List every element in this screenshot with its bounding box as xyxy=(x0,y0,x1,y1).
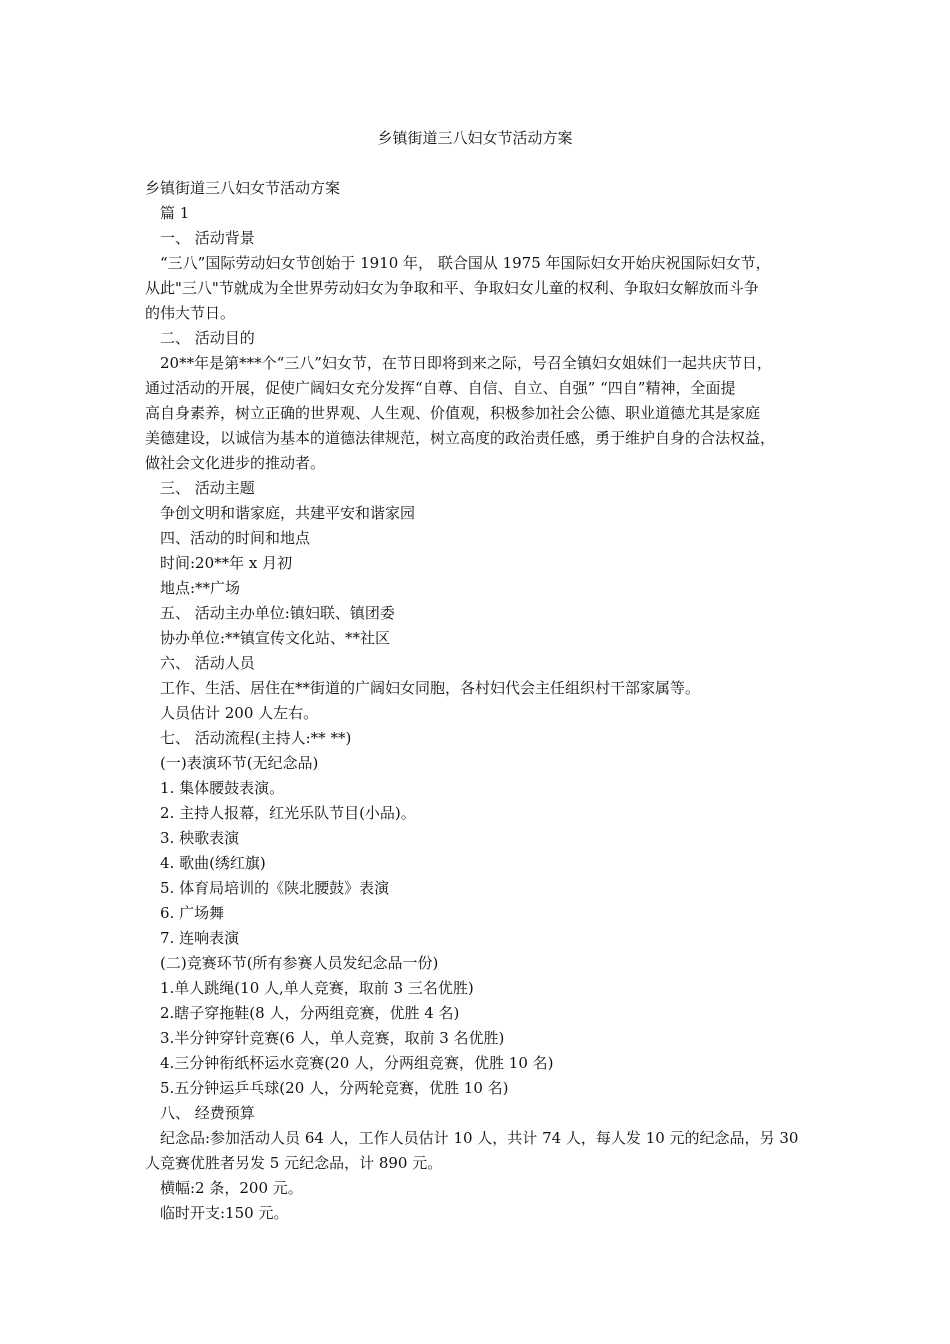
doc-line: 美德建设，以诚信为基本的道德法律规范，树立高度的政治责任感，勇于维护自身的合法权益， xyxy=(145,429,776,447)
doc-line: 时间:20**年 x 月初 xyxy=(160,554,293,572)
list-item: 3.半分钟穿针竞赛(6 人，单人竞赛，取前 3 名优胜) xyxy=(160,1029,505,1047)
doc-line: 地点:**广场 xyxy=(160,579,241,597)
section-heading: 七、 活动流程(主持人:** **) xyxy=(160,729,352,747)
list-item: 5.五分钟运乒乓球(20 人，分两轮竞赛，优胜 10 名) xyxy=(160,1079,509,1097)
document-body xyxy=(145,176,815,1226)
section-heading: 一、 活动背景 xyxy=(160,229,255,247)
list-item: 1.单人跳绳(10 人,单人竞赛，取前 3 三名优胜) xyxy=(160,979,474,997)
doc-line: 做社会文化进步的推动者。 xyxy=(145,454,326,472)
list-item: 1. 集体腰鼓表演。 xyxy=(160,779,285,797)
section-heading: 三、 活动主题 xyxy=(160,479,255,497)
list-item: 2. 主持人报幕，红光乐队节目(小品)。 xyxy=(160,804,416,822)
doc-line: 的伟大节日。 xyxy=(145,304,236,322)
doc-line: 20**年是第***个“三八”妇女节，在节日即将到来之际，号召全镇妇女姐妹们一起共庆节日， xyxy=(160,354,772,372)
doc-line: 协办单位:**镇宣传文化站、**社区 xyxy=(160,629,391,647)
doc-line: (二)竞赛环节(所有参赛人员发纪念品一份) xyxy=(160,954,439,972)
list-item: 7. 连响表演 xyxy=(160,929,240,947)
page-title: 乡镇街道三八妇女节活动方案 xyxy=(377,129,573,147)
doc-line: 篇 1 xyxy=(160,204,190,222)
doc-line: 人员估计 200 人左右。 xyxy=(160,704,319,722)
list-item: 5. 体育局培训的《陕北腰鼓》表演 xyxy=(160,879,390,897)
doc-line: 工作、生活、居住在**街道的广阔妇女同胞，各村妇代会主任组织村干部家属等。 xyxy=(160,679,701,697)
list-item: 3. 秧歌表演 xyxy=(160,829,240,847)
section-heading: 五、 活动主办单位:镇妇联、镇团委 xyxy=(160,604,395,622)
section-heading: 四、活动的时间和地点 xyxy=(160,529,311,547)
list-item: 4.三分钟衔纸杯运水竞赛(20 人，分两组竞赛，优胜 10 名) xyxy=(160,1054,554,1072)
section-heading: 八、 经费预算 xyxy=(160,1104,255,1122)
doc-line: 横幅:2 条，200 元。 xyxy=(160,1179,303,1197)
doc-line: 临时开支:150 元。 xyxy=(160,1204,289,1222)
doc-line: 高自身素养，树立正确的世界观、人生观、价值观，积极参加社会公德、职业道德尤其是家庭 xyxy=(145,404,761,422)
list-item: 6. 广场舞 xyxy=(160,904,225,922)
doc-heading: 乡镇街道三八妇女节活动方案 xyxy=(145,179,341,197)
list-item: 4. 歌曲(绣红旗) xyxy=(160,854,266,872)
doc-line: 纪念品:参加活动人员 64 人，工作人员估计 10 人，共计 74 人，每人发 10 元的纪念品，另 30 xyxy=(160,1129,799,1147)
doc-line: 从此"三八"节就成为全世界劳动妇女为争取和平、争取妇女儿童的权利、争取妇女解放而斗争 xyxy=(145,279,759,297)
doc-line: “三八”国际劳动妇女节创始于 1910 年， 联合国从 1975 年国际妇女开始庆祝国际妇女节， xyxy=(160,254,771,272)
section-heading: 二、 活动目的 xyxy=(160,329,255,347)
doc-line: 通过活动的开展，促使广阔妇女充分发挥“自尊、自信、自立、自强” “四自”精神，全面提 xyxy=(145,379,736,397)
doc-line: 争创文明和谐家庭，共建平安和谐家园 xyxy=(160,504,416,522)
doc-line: 人竞赛优胜者另发 5 元纪念品，计 890 元。 xyxy=(145,1154,443,1172)
section-heading: 六、 活动人员 xyxy=(160,654,255,672)
list-item: 2.瞎子穿拖鞋(8 人，分两组竞赛，优胜 4 名) xyxy=(160,1004,460,1022)
doc-line: (一)表演环节(无纪念品) xyxy=(160,754,319,772)
